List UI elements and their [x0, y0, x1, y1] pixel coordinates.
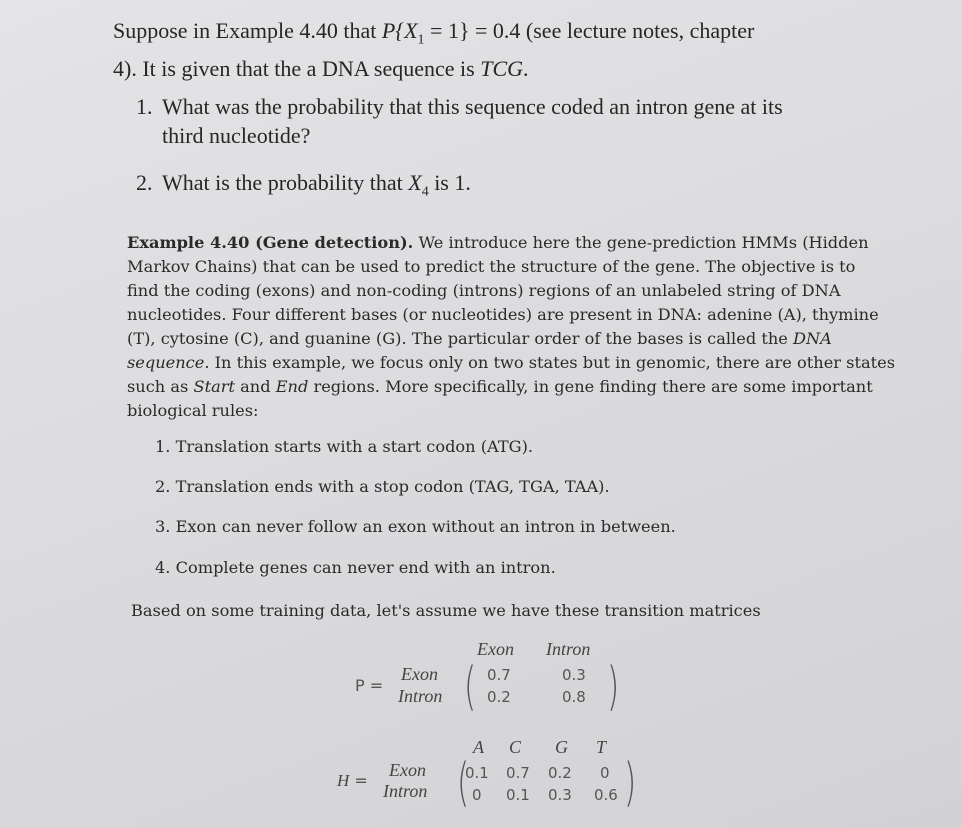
training-text: Based on some training data, let's assume we have these transition matrices — [131, 601, 761, 620]
question-intro-line1 — [113, 16, 754, 54]
h-symbol-text: H — [337, 771, 350, 790]
h-left-paren: ( — [457, 753, 470, 813]
h-cell: 0.7 — [506, 764, 530, 782]
example-text-7a: such as — [127, 377, 194, 396]
p-left-paren: ( — [464, 657, 477, 717]
end-term: End — [275, 377, 309, 396]
intro-sequence: TCG — [480, 56, 523, 82]
example-text-1: We introduce here the gene-prediction HMMs (Hidden — [413, 233, 869, 252]
p-cell: 0.7 — [487, 666, 511, 684]
sequence-term: sequence. — [127, 353, 210, 372]
p-eq: = — [369, 676, 384, 695]
rule-1: 1. Translation starts with a start codon (ATG). — [155, 437, 534, 456]
question-intro-line2 — [113, 54, 754, 83]
p-row-label-exon: Exon — [401, 664, 438, 684]
p-cell: 0.8 — [562, 688, 586, 706]
example-line-4: nucleotides. Four different bases (or nucleotides) are present in DNA: adenine (A), thymine — [127, 305, 879, 324]
p-cell: 0.2 — [487, 688, 511, 706]
h-cell: 0.6 — [594, 786, 618, 804]
start-term: Start — [193, 377, 235, 396]
rule-4: 4. Complete genes can never end with an intron. — [155, 558, 556, 577]
p-symbol — [355, 676, 383, 695]
example-line-2: Markov Chains) that can be used to predict the structure of the gene. The objective is to — [127, 257, 856, 276]
question-item-2-number: 2. — [136, 170, 153, 195]
example-title: Example 4.40 (Gene detection). — [127, 233, 414, 252]
dna-term: DNA — [792, 329, 832, 348]
h-cell: 0.3 — [548, 786, 572, 804]
h-right-paren: ) — [624, 753, 637, 813]
h-cell: 0 — [600, 764, 610, 782]
question-intro — [113, 16, 754, 83]
example-text-7b: and — [234, 377, 276, 396]
h-eq: = — [354, 771, 368, 790]
question-item-2 — [162, 168, 471, 206]
example-line-5 — [127, 327, 832, 351]
example-line-6 — [127, 351, 895, 375]
h-cell: 0 — [472, 786, 482, 804]
intro-formula-rest: = 1} = 0.4 (see lecture notes, chapter — [424, 18, 755, 43]
intro-formula-text: P{X — [381, 18, 418, 43]
rule-3: 3. Exon can never follow an exon without an intron in between. — [155, 517, 676, 536]
intro-text-1: Suppose in Example 4.40 that — [113, 18, 382, 43]
example-line-3: find the coding (exons) and non-coding (introns) regions of an unlabeled string of DNA — [127, 281, 841, 300]
p-row-label-intron: Intron — [398, 686, 443, 706]
example-text-5: (T), cytosine (C), and guanine (G). The particular order of the bases is called the — [127, 329, 793, 348]
h-cell: 0.1 — [465, 764, 489, 782]
p-col-header-exon: Exon — [477, 639, 514, 659]
h-row-label-intron: Intron — [383, 781, 428, 801]
h-cell: 0.2 — [548, 764, 572, 782]
h-col-header-g: G — [555, 737, 568, 757]
question-item-1-line2: third nucleotide? — [162, 123, 311, 148]
item2-text: What is the probability that — [162, 170, 409, 195]
example-text-7c: regions. More specifically, in gene finding there are some important — [308, 377, 873, 396]
h-col-header-c: C — [509, 737, 522, 757]
h-col-header-a: A — [473, 737, 484, 757]
h-row-label-exon: Exon — [389, 760, 426, 780]
h-cell: 0.1 — [506, 786, 530, 804]
item2-sub: 4 — [421, 184, 429, 200]
intro-text-2: 4). It is given that the a DNA sequence is — [113, 56, 481, 82]
rule-2: 2. Translation ends with a stop codon (TAG, TGA, TAA). — [155, 477, 610, 496]
intro-formula-sub: 1 — [417, 32, 425, 48]
example-text-6: In this example, we focus only on two states but in genomic, there are other states — [209, 353, 896, 372]
question-item-1-line1: What was the probability that this sequence coded an intron gene at its — [162, 94, 783, 119]
p-cell: 0.3 — [562, 666, 586, 684]
h-symbol — [337, 771, 368, 791]
example-line-8: biological rules: — [127, 401, 259, 420]
question-item-1-number: 1. — [136, 94, 153, 119]
h-col-header-t: T — [596, 737, 607, 757]
intro-text-2-end: . — [523, 56, 529, 82]
example-line-7 — [127, 375, 873, 399]
p-right-paren: ) — [607, 657, 620, 717]
example-line-1 — [127, 231, 869, 255]
intro-formula — [381, 18, 425, 48]
p-col-header-intron: Intron — [546, 639, 591, 659]
item2-var: X — [408, 170, 422, 195]
p-symbol-text: P — [355, 676, 365, 695]
item2-text-end: is 1. — [428, 170, 471, 195]
